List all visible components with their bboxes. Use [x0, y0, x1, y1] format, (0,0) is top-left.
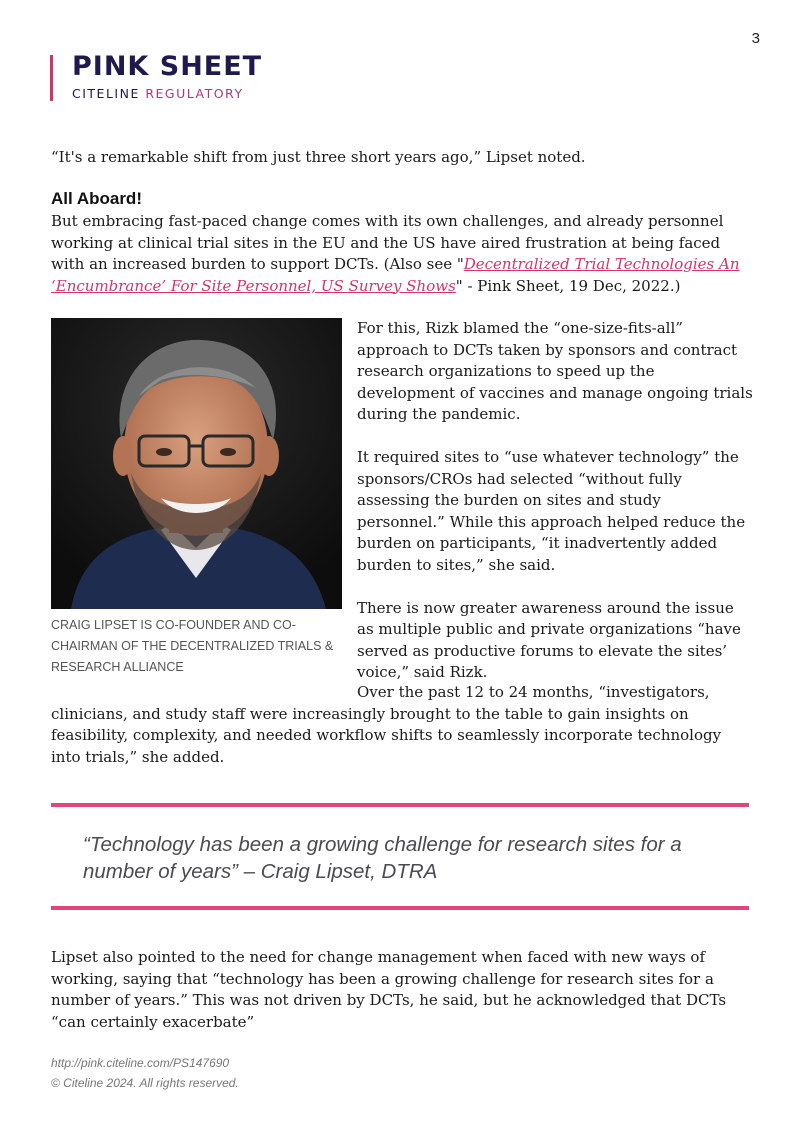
logo-subtitle	[72, 86, 244, 101]
photo-caption: CRAIG LIPSET IS CO-FOUNDER AND CO-CHAIRMAN OF THE DECENTRALIZED TRIALS & RESEARCH ALLIANCE	[51, 618, 334, 674]
paragraph-sites-technology: It required sites to “use whatever technology” the sponsors/CROs had selected “without fully assessing the burden on sites and study personnel.” While this approach helped reduce the burden on participants, “it inadvertently added burden to sites,” she said.	[357, 448, 746, 574]
pullquote-bottom-rule	[51, 906, 749, 910]
footer-copyright: © Citeline 2024. All rights reserved.	[51, 1076, 239, 1090]
footer-url[interactable]: http://pink.citeline.com/PS147690	[51, 1056, 230, 1070]
paragraph-change-management: Lipset also pointed to the need for change management when faced with new ways of working, saying that “technology has been a growing challenge for research sites for a number of years.” This was not driven by DCTs, he said, but he acknowledged that DCTs “can certainly exacerbate”	[51, 948, 727, 1031]
pullquote-top-rule	[51, 803, 749, 807]
logo-accent-bar	[50, 55, 53, 101]
paragraph-all-aboard	[51, 211, 751, 297]
paragraph-rizk-approach: For this, Rizk blamed the “one-size-fits-all” approach to DCTs taken by sponsors and contract research organizations to speed up the development of vaccines and manage ongoing trials during the pandemic.	[357, 319, 753, 423]
portrait-illustration	[51, 318, 342, 609]
paragraph-greater-awareness: There is now greater awareness around the issue as multiple public and private organizations “have served as productive forums to elevate the sites’ voice,” said Rizk.	[357, 598, 741, 681]
page-number: 3	[751, 30, 760, 47]
craig-lipset-photo	[51, 318, 342, 609]
related-article-link[interactable]: Decentralized Trial Technologies An ‘Encumbrance’ For Site Personnel, US Survey Shows	[51, 255, 740, 295]
paragraph-lipset-quote: “It's a remarkable shift from just three short years ago,” Lipset noted.	[51, 148, 586, 166]
pull-quote: “Technology has been a growing challenge for research sites for a number of years” – Craig Lipset, DTRA	[83, 833, 682, 883]
logo-sub-regulatory: REGULATORY	[145, 86, 244, 101]
paragraph-past-months: Over the past 12 to 24 months, “investigators, clinicians, and study staff were increasingly brought to the table to gain insights on feasibility, complexity, and needed workflow shifts to seamlessly incorporate technology into trials,” she added.	[51, 683, 722, 766]
section-heading: All Aboard!	[51, 189, 142, 208]
logo-sub-citeline: CITELINE	[72, 86, 146, 101]
p-aboard-text-before: But embracing fast-paced change comes with its own challenges, and already personnel working at clinical trial sites in the EU and the US have aired frustration at being faced with an increased burden to support DCTs. (Also see "	[51, 212, 724, 273]
right-column-text	[357, 318, 753, 705]
logo-title: PINK SHEET	[72, 51, 263, 82]
page-footer	[51, 1053, 239, 1093]
p-aboard-text-after: " - Pink Sheet, 19 Dec, 2022.)	[455, 276, 681, 295]
